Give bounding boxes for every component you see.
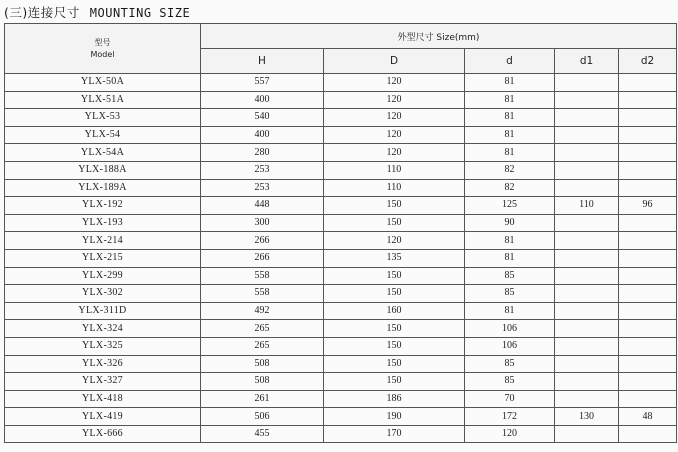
cell-model: YLX-54A [5, 144, 201, 162]
cell-model: YLX-215 [5, 249, 201, 267]
model-header-en: Model [90, 49, 115, 59]
cell-d: 150 [324, 214, 465, 232]
cell-d: 150 [324, 373, 465, 391]
cell-d2 [619, 214, 677, 232]
table-row [5, 179, 677, 197]
cell-h: 253 [201, 179, 324, 197]
cell-d2 [619, 109, 677, 127]
column-header-D: D [324, 49, 465, 74]
table-row [5, 214, 677, 232]
cell-model: YLX-51A [5, 91, 201, 109]
cell-d: 81 [465, 249, 555, 267]
cell-model: YLX-324 [5, 320, 201, 338]
cell-h: 400 [201, 91, 324, 109]
cell-d1 [555, 390, 619, 408]
table-row [5, 302, 677, 320]
cell-d: 81 [465, 91, 555, 109]
cell-d2 [619, 267, 677, 285]
cell-d2 [619, 337, 677, 355]
cell-d: 81 [465, 126, 555, 144]
cell-d1 [555, 320, 619, 338]
cell-d2 [619, 285, 677, 303]
cell-h: 558 [201, 285, 324, 303]
cell-d: 82 [465, 179, 555, 197]
cell-h: 265 [201, 320, 324, 338]
cell-d: 150 [324, 355, 465, 373]
cell-d2 [619, 232, 677, 250]
cell-d: 82 [465, 161, 555, 179]
table-row [5, 390, 677, 408]
cell-d: 190 [324, 408, 465, 426]
cell-d1 [555, 214, 619, 232]
cell-d1 [555, 126, 619, 144]
cell-h: 558 [201, 267, 324, 285]
cell-model: YLX-325 [5, 337, 201, 355]
cell-h: 265 [201, 337, 324, 355]
cell-model: YLX-299 [5, 267, 201, 285]
cell-d2 [619, 249, 677, 267]
cell-h: 455 [201, 425, 324, 443]
model-header-cn: 型号 [94, 37, 111, 47]
table-row [5, 267, 677, 285]
column-header-d1: d1 [555, 49, 619, 74]
cell-d: 90 [465, 214, 555, 232]
cell-d: 81 [465, 232, 555, 250]
cell-d2 [619, 425, 677, 443]
cell-d: 106 [465, 320, 555, 338]
cell-d: 150 [324, 337, 465, 355]
title-cn: (三)连接尺寸 [4, 5, 80, 20]
cell-d1 [555, 179, 619, 197]
cell-model: YLX-50A [5, 74, 201, 92]
cell-d1 [555, 74, 619, 92]
cell-d: 125 [465, 197, 555, 215]
cell-d1 [555, 267, 619, 285]
cell-d: 172 [465, 408, 555, 426]
cell-d2 [619, 74, 677, 92]
column-header-d2: d2 [619, 49, 677, 74]
cell-d: 120 [465, 425, 555, 443]
cell-d: 135 [324, 249, 465, 267]
cell-d: 120 [324, 109, 465, 127]
table-row [5, 337, 677, 355]
table-row [5, 144, 677, 162]
cell-d: 150 [324, 267, 465, 285]
table-row [5, 425, 677, 443]
cell-model: YLX-326 [5, 355, 201, 373]
cell-d1 [555, 425, 619, 443]
cell-d: 70 [465, 390, 555, 408]
cell-h: 448 [201, 197, 324, 215]
cell-d1 [555, 161, 619, 179]
cell-d2 [619, 302, 677, 320]
cell-d2 [619, 320, 677, 338]
cell-h: 300 [201, 214, 324, 232]
cell-h: 508 [201, 373, 324, 391]
cell-h: 492 [201, 302, 324, 320]
cell-model: YLX-311D [5, 302, 201, 320]
table-row [5, 126, 677, 144]
cell-model: YLX-327 [5, 373, 201, 391]
cell-d: 106 [465, 337, 555, 355]
cell-d: 81 [465, 74, 555, 92]
cell-h: 280 [201, 144, 324, 162]
cell-model: YLX-419 [5, 408, 201, 426]
column-header-h: H [201, 49, 324, 74]
cell-model: YLX-302 [5, 285, 201, 303]
cell-h: 557 [201, 74, 324, 92]
cell-h: 253 [201, 161, 324, 179]
table-row [5, 249, 677, 267]
cell-d1 [555, 249, 619, 267]
cell-d2 [619, 373, 677, 391]
table-body [5, 74, 677, 443]
cell-h: 266 [201, 232, 324, 250]
cell-d2: 48 [619, 408, 677, 426]
cell-d2 [619, 161, 677, 179]
cell-d: 85 [465, 373, 555, 391]
cell-model: YLX-188A [5, 161, 201, 179]
cell-d: 81 [465, 302, 555, 320]
cell-model: YLX-54 [5, 126, 201, 144]
cell-d1 [555, 144, 619, 162]
cell-d: 150 [324, 285, 465, 303]
cell-d: 110 [324, 161, 465, 179]
cell-model: YLX-53 [5, 109, 201, 127]
cell-model: YLX-189A [5, 179, 201, 197]
title-en: MOUNTING SIZE [89, 6, 191, 20]
model-header [5, 24, 201, 74]
table-row [5, 161, 677, 179]
cell-d: 186 [324, 390, 465, 408]
table-row [5, 320, 677, 338]
cell-model: YLX-214 [5, 232, 201, 250]
cell-d2 [619, 390, 677, 408]
column-header-d: d [465, 49, 555, 74]
table-row [5, 355, 677, 373]
cell-d: 85 [465, 267, 555, 285]
table-row [5, 91, 677, 109]
cell-model: YLX-193 [5, 214, 201, 232]
cell-d: 120 [324, 232, 465, 250]
cell-d2 [619, 355, 677, 373]
cell-d: 170 [324, 425, 465, 443]
page-title [4, 3, 190, 21]
cell-d2 [619, 126, 677, 144]
cell-d1: 130 [555, 408, 619, 426]
cell-model: YLX-192 [5, 197, 201, 215]
cell-d: 110 [324, 179, 465, 197]
table-row [5, 285, 677, 303]
table-header [5, 24, 677, 74]
cell-d1 [555, 91, 619, 109]
cell-model: YLX-666 [5, 425, 201, 443]
cell-d: 150 [324, 197, 465, 215]
cell-d: 150 [324, 320, 465, 338]
cell-d2 [619, 144, 677, 162]
cell-d: 85 [465, 285, 555, 303]
cell-h: 266 [201, 249, 324, 267]
cell-d1 [555, 337, 619, 355]
cell-d1 [555, 285, 619, 303]
cell-d: 120 [324, 126, 465, 144]
cell-d1 [555, 109, 619, 127]
cell-d: 160 [324, 302, 465, 320]
mounting-size-table [4, 23, 677, 443]
cell-h: 540 [201, 109, 324, 127]
table-row [5, 373, 677, 391]
size-group-header: 外型尺寸 Size(mm) [201, 24, 677, 49]
cell-d1 [555, 373, 619, 391]
cell-d: 120 [324, 74, 465, 92]
cell-h: 261 [201, 390, 324, 408]
cell-d1: 110 [555, 197, 619, 215]
cell-d2 [619, 91, 677, 109]
cell-d: 81 [465, 144, 555, 162]
cell-h: 506 [201, 408, 324, 426]
cell-d: 120 [324, 91, 465, 109]
cell-model: YLX-418 [5, 390, 201, 408]
table-row [5, 197, 677, 215]
cell-d: 120 [324, 144, 465, 162]
table-row [5, 109, 677, 127]
cell-d1 [555, 302, 619, 320]
cell-d2 [619, 179, 677, 197]
table-row [5, 74, 677, 92]
cell-d: 85 [465, 355, 555, 373]
table-row [5, 408, 677, 426]
table-row [5, 232, 677, 250]
cell-h: 508 [201, 355, 324, 373]
cell-d1 [555, 355, 619, 373]
cell-d2: 96 [619, 197, 677, 215]
cell-d1 [555, 232, 619, 250]
cell-d: 81 [465, 109, 555, 127]
cell-h: 400 [201, 126, 324, 144]
